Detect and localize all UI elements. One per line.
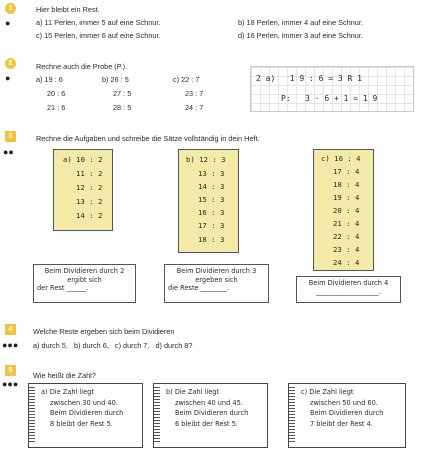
sentence-c-line1: Beim Dividieren durch 4	[308, 279, 389, 287]
difficulty-dots-4: ●●●	[2, 340, 19, 350]
task2-number-badge: 2	[5, 58, 16, 69]
task2-b-2: 27 : 5	[113, 89, 132, 98]
difficulty-dots-3: ●●	[3, 147, 14, 157]
sentence-a-line2: ergibt sich	[67, 275, 102, 284]
box-b-row: b) 12 : 3	[186, 155, 226, 164]
task1-item-d: d) 16 Perlen, immer 3 auf eine Schnur.	[238, 31, 363, 40]
box-a-row: 11 : 2	[76, 169, 103, 178]
task2-b-1: b) 26 : 5	[102, 75, 129, 84]
task2-c-2: 23 : 7	[185, 89, 204, 98]
box-a-row: a) 10 : 2	[63, 155, 103, 164]
task2-a-2: 20 : 6	[47, 89, 66, 98]
task3-sentence-a	[33, 264, 136, 303]
task2-a-1: a) 19 : 6	[36, 75, 63, 84]
box-b-row: 17 : 3	[198, 221, 225, 230]
riddle-b-line: Beim Dividieren durch	[175, 409, 249, 417]
box-c-row: c) 16 : 4	[321, 154, 361, 163]
task2-example-line2: P: 3 · 6 + 1 = 1 9	[281, 94, 378, 103]
sentence-a-line1: Beim Dividieren durch 2	[44, 267, 125, 275]
task1-item-a: a) 11 Perlen, immer 5 auf eine Schnur.	[36, 18, 161, 27]
task2-title: Rechne auch die Probe (P.).	[36, 62, 128, 71]
box-c-row: 20 : 4	[333, 206, 360, 215]
notebook-spiral-icon	[154, 387, 160, 444]
sentence-c-line2: ___________________.	[316, 287, 381, 296]
task3-box-b	[178, 149, 239, 253]
riddle-a-line: a) Die Zahl liegt	[41, 388, 94, 396]
riddle-b-line: zwischen 40 und 45.	[175, 398, 243, 407]
sentence-b-line3: die Reste ________.	[168, 284, 230, 292]
task3-title: Rechne die Aufgaben und schreibe die Sätze vollständig in dein Heft.	[36, 134, 260, 143]
sentence-b-line1: Beim Dividieren durch 3	[176, 267, 257, 275]
notebook-spiral-icon	[289, 387, 295, 444]
box-b-row: 16 : 3	[198, 208, 225, 217]
difficulty-dots-1: ●	[5, 18, 11, 28]
box-c-row: 19 : 4	[333, 193, 360, 202]
box-a-row: 13 : 2	[76, 197, 103, 206]
riddle-c-line: Beim Dividieren durch	[310, 409, 384, 417]
task1-number-badge: 1	[5, 3, 16, 14]
task4-number-badge: 4	[5, 324, 16, 335]
riddle-a-line: Beim Dividieren durch	[50, 409, 124, 417]
box-c-row: 18 : 4	[333, 180, 360, 189]
task4-title: Welche Reste ergeben sich beim Dividieren	[33, 327, 175, 336]
task2-b-3: 28 : 5	[113, 103, 132, 112]
task3-box-c	[313, 149, 374, 271]
task1-item-c: c) 15 Perlen, immer 6 auf eine Schnur.	[36, 31, 161, 40]
riddle-b-line: 6 bleibt der Rest 5.	[175, 419, 238, 428]
box-b-row: 18 : 3	[198, 235, 225, 244]
task2-example-grid	[250, 66, 414, 112]
sentence-a-line3: der Rest ______.	[37, 284, 89, 292]
box-a-row: 14 : 2	[76, 211, 103, 220]
task5-riddle-a	[28, 383, 143, 448]
task3-sentence-c	[296, 276, 401, 303]
difficulty-dots-2: ●	[5, 73, 11, 83]
sentence-b-line2: ergeben sich	[195, 275, 238, 284]
task2-c-3: 24 : 7	[185, 103, 204, 112]
box-c-row: 23 : 4	[333, 245, 360, 254]
box-b-row: 15 : 3	[198, 195, 225, 204]
difficulty-dots-5: ●●●	[2, 379, 19, 389]
task5-number-badge: 5	[5, 365, 16, 376]
task5-title: Wie heißt die Zahl?	[33, 371, 96, 380]
task5-riddle-b	[153, 383, 268, 448]
riddle-c-line: 7 bleibt der Rest 4.	[310, 419, 373, 428]
box-c-row: 22 : 4	[333, 232, 360, 241]
box-a-row: 12 : 2	[76, 183, 103, 192]
task3-box-a	[53, 149, 113, 231]
notebook-spiral-icon	[29, 387, 35, 444]
box-c-row: 21 : 4	[333, 219, 360, 228]
riddle-a-line: 8 bleibt der Rest 5.	[50, 419, 113, 428]
task1-item-b: b) 18 Perlen, immer 4 auf eine Schnur.	[238, 18, 363, 27]
task2-a-3: 21 : 6	[47, 103, 66, 112]
box-b-row: 13 : 3	[198, 169, 225, 178]
riddle-c-line: c) Die Zahl liegt	[301, 388, 354, 396]
task2-example-line1: 2 a) 1 9 : 6 = 3 R 1	[256, 74, 362, 83]
task3-number-badge: 3	[5, 131, 16, 142]
box-c-row: 24 : 4	[333, 258, 360, 267]
riddle-b-line: b) Die Zahl liegt	[166, 388, 220, 396]
task3-sentence-b	[164, 264, 269, 303]
task1-title: Hier bleibt ein Rest.	[36, 5, 100, 14]
task4-items: a) durch 5, b) durch 6, c) durch 7, d) durch 8?	[33, 341, 193, 350]
riddle-a-line: zwischen 30 und 40.	[50, 398, 118, 407]
task2-c-1: c) 22 : 7	[173, 75, 200, 84]
box-b-row: 14 : 3	[198, 182, 225, 191]
box-c-row: 17 : 4	[333, 167, 360, 176]
task5-riddle-c	[288, 383, 406, 448]
riddle-c-line: zwischen 50 und 60.	[310, 398, 378, 407]
